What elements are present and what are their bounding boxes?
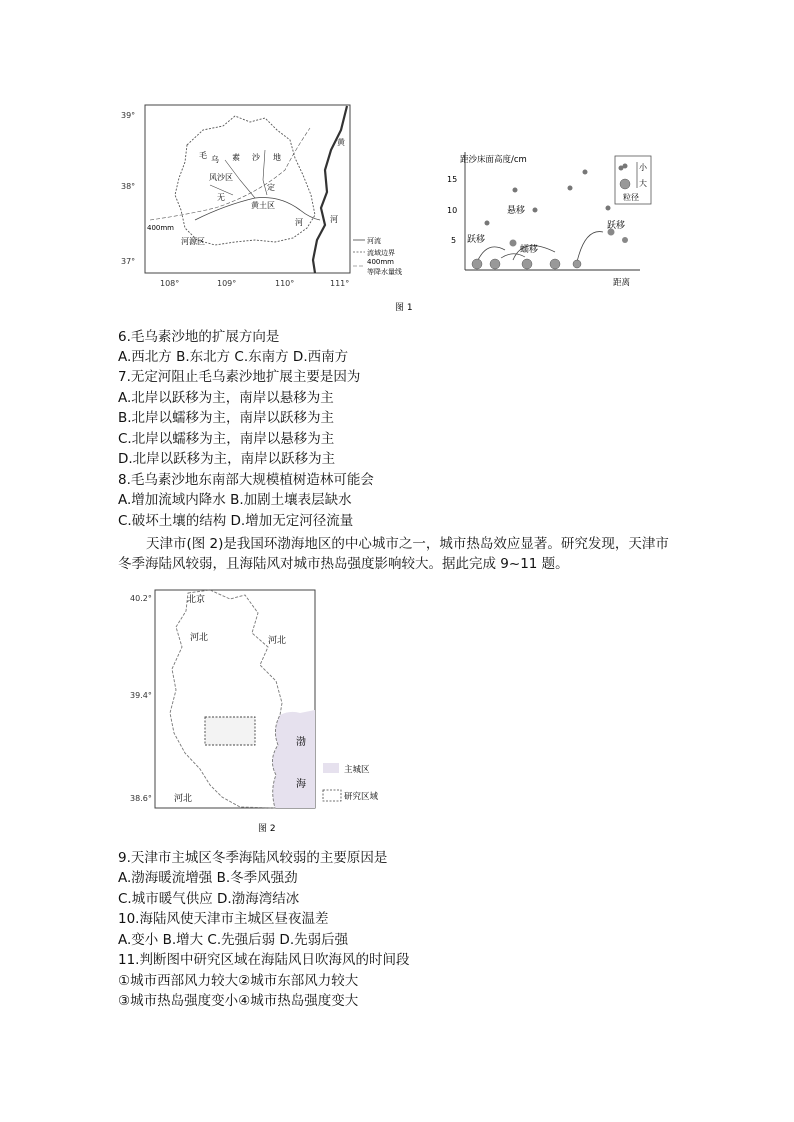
question-9-options-cd: C.城市暖气供应 D.渤海湾结冰 (118, 891, 300, 907)
label-bo: 渤 (296, 737, 306, 748)
label-isohyet: 400mm (147, 224, 174, 232)
suspension-dot (513, 188, 518, 193)
figure-1-caption: 图 1 (395, 303, 413, 313)
legend-small-grain (623, 164, 628, 169)
legend-boundary: 流域边界 (367, 249, 395, 257)
lat-label-39: 39° (121, 111, 136, 120)
legend-small: 小 (639, 163, 647, 172)
label-mu1: 毛 (199, 151, 207, 160)
question-9: 9.天津市主城区冬季海陆风较弱的主要原因是 (118, 850, 388, 866)
label-creep: 蠕移 (520, 245, 539, 255)
creep-grain (472, 259, 482, 269)
label-sha: 沙 (252, 153, 260, 162)
question-7-option-a: A.北岸以跃移为主，南岸以悬移为主 (118, 390, 334, 406)
question-7: 7.无定河阻止毛乌素沙地扩展主要是因为 (118, 369, 361, 385)
lat-label-37: 37° (121, 257, 136, 266)
yellow-river (313, 106, 347, 273)
chart-xlabel: 距离 (613, 278, 631, 288)
saltation-arc-left (477, 247, 505, 262)
legend-study-swatch (323, 790, 341, 801)
suspension-dot (485, 221, 490, 226)
label-hebei-south: 河北 (174, 794, 193, 804)
lat-label-39-4: 39.4° (130, 691, 152, 700)
figure-2-caption: 图 2 (258, 824, 276, 834)
legend-main-city: 主城区 (344, 765, 370, 775)
suspension-dot (606, 206, 611, 211)
label-saltation-right: 跃移 (607, 221, 626, 231)
question-8-options-ab: A.增加流域内降水 B.加剧土壤表层缺水 (118, 492, 352, 508)
question-6-options: A.西北方 B.东北方 C.东南方 D.西南方 (118, 349, 349, 365)
label-hegu: 河源区 (181, 237, 205, 246)
label-saltation-left: 跃移 (467, 235, 486, 245)
label-hebei-east: 河北 (268, 636, 287, 646)
lat-label-40-2: 40.2° (130, 594, 152, 603)
chart-ytick-15: 15 (447, 175, 458, 184)
study-area-box (205, 717, 255, 745)
figure-2 (130, 585, 420, 840)
lon-label-109: 109° (217, 279, 237, 288)
suspension-dot (568, 186, 573, 191)
lon-label-108: 108° (160, 279, 180, 288)
legend-grainsize: 粒径 (623, 193, 639, 202)
basin-boundary (175, 116, 315, 245)
legend-isohyet-label: 等降水量线 (367, 268, 402, 276)
label-hai: 海 (296, 779, 306, 790)
label-he: 河 (295, 218, 303, 227)
saltation-grain (622, 237, 628, 243)
question-10-options: A.变小 B.增大 C.先强后弱 D.先弱后强 (118, 932, 349, 948)
suspension-dot (583, 170, 588, 175)
question-11-options-12: ①城市西部风力较大②城市东部风力较大 (118, 973, 359, 989)
label-fengsha: 风沙区 (209, 173, 233, 182)
saltation-arc-right (577, 232, 603, 262)
label-hebei-west: 河北 (190, 633, 209, 643)
legend-large: 大 (639, 179, 647, 188)
question-8-options-cd: C.破坏土壤的结构 D.增加无定河径流量 (118, 513, 354, 529)
label-su: 素 (232, 153, 240, 162)
label-wu-su: 乌 (211, 155, 219, 164)
figure-1 (115, 100, 675, 325)
label-di: 地 (273, 153, 281, 162)
suspension-dot (533, 208, 538, 213)
question-10: 10.海陆风使天津市主城区昼夜温差 (118, 911, 329, 927)
label-suspension: 悬移 (507, 206, 526, 216)
intro-paragraph: 天津市(图 2)是我国环渤海地区的中心城市之一，城市热岛效应显著。研究发现，天津市冬季海陆风较弱，且海陆风对城市热岛强度影响较大。据此完成 9~11 题。 (118, 536, 669, 572)
transport-chart (447, 152, 651, 288)
question-11-options-34: ③城市热岛强度变小④城市热岛强度变大 (118, 993, 359, 1009)
creep-grain (550, 259, 560, 269)
lat-label-38: 38° (121, 182, 136, 191)
label-huang: 黄 (337, 138, 345, 147)
question-7-option-c: C.北岸以蠕移为主，南岸以悬移为主 (118, 431, 335, 447)
question-11: 11.判断图中研究区域在海陆风日吹海风的时间段 (118, 952, 410, 968)
question-6: 6.毛乌素沙地的扩展方向是 (118, 329, 280, 345)
chart-ytick-5: 5 (451, 236, 457, 245)
label-wu: 无 (217, 193, 225, 202)
legend-river: 河流 (367, 237, 381, 245)
question-9-options-ab: A.渤海暖流增强 B.冬季风强劲 (118, 870, 298, 886)
lon-label-111: 111° (330, 279, 350, 288)
legend-large-grain (620, 179, 630, 189)
legend-isohyet-value: 400mm (367, 258, 394, 266)
label-beijing: 北京 (187, 595, 206, 605)
chart-ytick-10: 10 (447, 206, 458, 215)
legend-main-city-swatch (323, 763, 339, 773)
creep-grain (490, 259, 500, 269)
lon-label-110: 110° (275, 279, 295, 288)
question-7-option-b: B.北岸以蠕移为主，南岸以跃移为主 (118, 410, 335, 426)
question-7-option-d: D.北岸以跃移为主，南岸以跃移为主 (118, 451, 336, 467)
creep-grain (522, 259, 532, 269)
chart-ylabel: 距沙床面高度/cm (460, 155, 527, 165)
bohai-sea (272, 710, 315, 808)
saltation-grain (510, 240, 517, 247)
creep-grain (573, 260, 581, 268)
lat-label-38-6: 38.6° (130, 794, 152, 803)
tianjin-boundary (170, 590, 282, 808)
label-huangtu: 黄土区 (251, 201, 275, 210)
label-ding: 定 (267, 183, 275, 192)
label-he2: 河 (330, 215, 338, 224)
question-8: 8.毛乌素沙地东南部大规模植树造林可能会 (118, 472, 374, 488)
legend-study: 研究区域 (344, 792, 379, 802)
